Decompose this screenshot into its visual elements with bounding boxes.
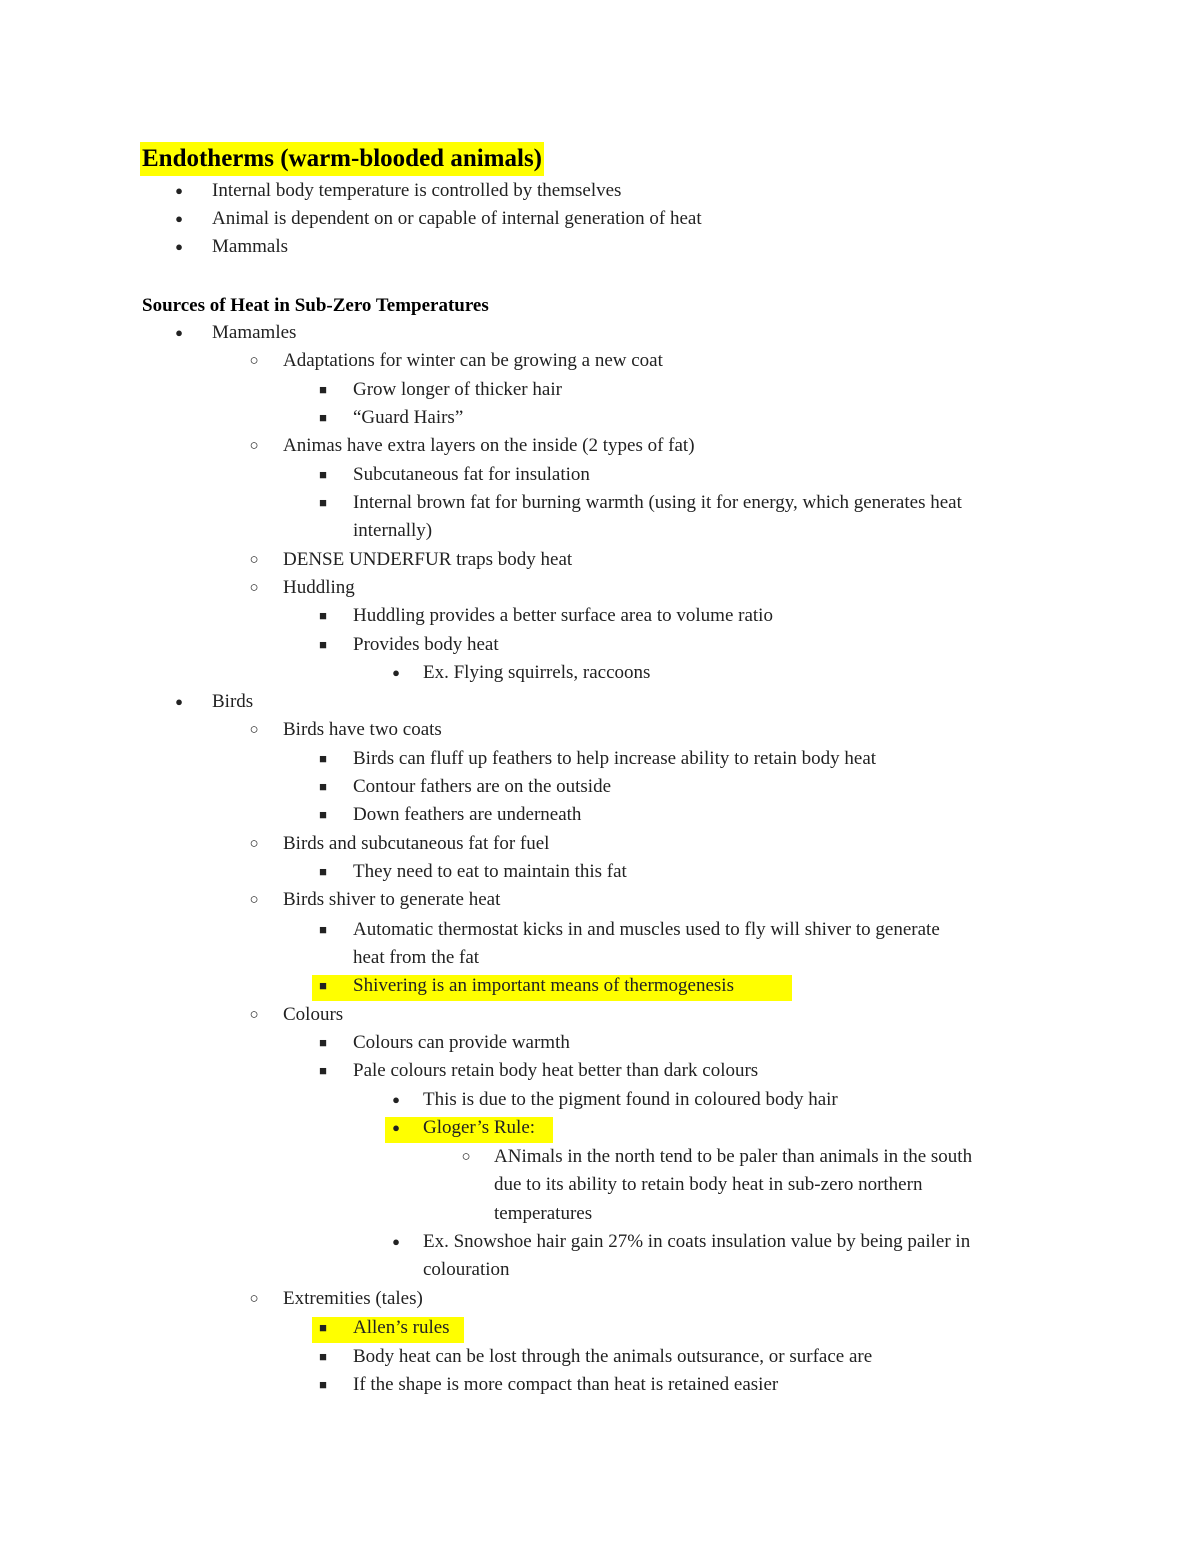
- bullet-icon: ■: [319, 1035, 327, 1050]
- bullet-icon: ■: [319, 922, 327, 937]
- list-item-text: Animas have extra layers on the inside (2 types of fat): [283, 435, 695, 456]
- list-item-text: If the shape is more compact than heat is retained easier: [353, 1374, 779, 1395]
- list-item-text: Body heat can be lost through the animals outsurance, or surface are: [353, 1346, 873, 1367]
- bullet-icon: ■: [319, 637, 327, 652]
- bullet-icon: ■: [319, 807, 327, 822]
- list-item-text: Mammals: [212, 236, 288, 257]
- list-item-text: heat from the fat: [353, 947, 480, 968]
- list-item-text: temperatures: [494, 1203, 593, 1224]
- list-item-text: Grow longer of thicker hair: [353, 379, 562, 400]
- list-item-text: Birds and subcutaneous fat for fuel: [283, 833, 550, 854]
- bullet-icon: ●: [175, 325, 183, 340]
- bullet-icon: ●: [392, 1234, 400, 1249]
- list-item-text: DENSE UNDERFUR traps body heat: [283, 549, 573, 570]
- list-item-text: Extremities (tales): [283, 1288, 423, 1309]
- bullet-icon: ●: [175, 183, 183, 198]
- bullet-icon: ■: [319, 1063, 327, 1078]
- bullet-icon: ○: [249, 1291, 259, 1307]
- bullet-icon: ○: [249, 580, 259, 596]
- document-title: Endotherms (warm-blooded animals): [140, 142, 544, 176]
- list-item-text: Colours can provide warmth: [353, 1032, 570, 1053]
- list-item-text: Adaptations for winter can be growing a new coat: [283, 350, 663, 371]
- bullet-icon: ■: [319, 495, 327, 510]
- list-item-text: Down feathers are underneath: [353, 804, 582, 825]
- bullet-icon: ■: [319, 1349, 327, 1364]
- list-item-text: This is due to the pigment found in coloured body hair: [423, 1089, 838, 1110]
- bullet-icon: ●: [392, 1120, 400, 1135]
- list-item-text: Huddling provides a better surface area to volume ratio: [353, 605, 773, 626]
- bullet-icon: ●: [175, 694, 183, 709]
- bullet-icon: ○: [249, 438, 259, 454]
- list-item-text: They need to eat to maintain this fat: [353, 861, 627, 882]
- bullet-icon: ○: [249, 722, 259, 738]
- bullet-icon: ■: [319, 467, 327, 482]
- list-item-text: Birds: [212, 691, 254, 712]
- list-item-text: due to its ability to retain body heat in sub-zero northern: [494, 1174, 923, 1195]
- bullet-icon: ■: [319, 382, 327, 397]
- bullet-icon: ■: [319, 410, 327, 425]
- list-item-text: Pale colours retain body heat better than dark colours: [353, 1060, 759, 1081]
- list-item-text: Subcutaneous fat for insulation: [353, 464, 590, 485]
- list-item-text: “Guard Hairs”: [353, 407, 464, 428]
- list-item-text: Birds have two coats: [283, 719, 442, 740]
- list-item-text: Mamamles: [212, 322, 297, 343]
- list-item-text: ANimals in the north tend to be paler than animals in the south: [494, 1146, 973, 1167]
- bullet-icon: ○: [249, 353, 259, 369]
- list-item-text: Huddling: [283, 577, 355, 598]
- bullet-icon: ■: [319, 1320, 327, 1335]
- bullet-icon: ○: [249, 552, 259, 568]
- bullet-icon: ●: [392, 1092, 400, 1107]
- bullet-icon: ○: [249, 836, 259, 852]
- list-item-text: Provides body heat: [353, 634, 499, 655]
- list-item-text: Internal body temperature is controlled by themselves: [212, 180, 622, 201]
- bullet-icon: ■: [319, 751, 327, 766]
- bullet-icon: ○: [249, 892, 259, 908]
- bullet-icon: ■: [319, 779, 327, 794]
- bullet-icon: ○: [249, 1007, 259, 1023]
- bullet-icon: ■: [319, 1377, 327, 1392]
- list-item-text: Birds shiver to generate heat: [283, 889, 501, 910]
- list-item-text: Gloger’s Rule:: [423, 1117, 536, 1138]
- bullet-icon: ●: [175, 211, 183, 226]
- list-item-text: Birds can fluff up feathers to help increase ability to retain body heat: [353, 748, 877, 769]
- bullet-icon: ●: [175, 239, 183, 254]
- list-item-text: Allen’s rules: [353, 1317, 450, 1338]
- list-item-text: colouration: [423, 1259, 510, 1280]
- section-heading: Sources of Heat in Sub-Zero Temperatures: [142, 295, 489, 316]
- list-item-text: Ex. Snowshoe hair gain 27% in coats insulation value by being pailer in: [423, 1231, 971, 1252]
- list-item-text: Animal is dependent on or capable of internal generation of heat: [212, 208, 702, 229]
- bullet-icon: ●: [392, 665, 400, 680]
- list-item-text: Automatic thermostat kicks in and muscles used to fly will shiver to generate: [353, 919, 940, 940]
- bullet-icon: ■: [319, 608, 327, 623]
- bullet-icon: ■: [319, 978, 327, 993]
- list-item-text: Shivering is an important means of thermogenesis: [353, 975, 734, 996]
- list-item-text: Internal brown fat for burning warmth (using it for energy, which generates heat: [353, 492, 962, 513]
- list-item-text: Contour fathers are on the outside: [353, 776, 612, 797]
- bullet-icon: ○: [461, 1149, 471, 1165]
- list-item-text: Ex. Flying squirrels, raccoons: [423, 662, 651, 683]
- list-item-text: internally): [353, 520, 433, 541]
- list-item-text: Colours: [283, 1004, 344, 1025]
- bullet-icon: ■: [319, 864, 327, 879]
